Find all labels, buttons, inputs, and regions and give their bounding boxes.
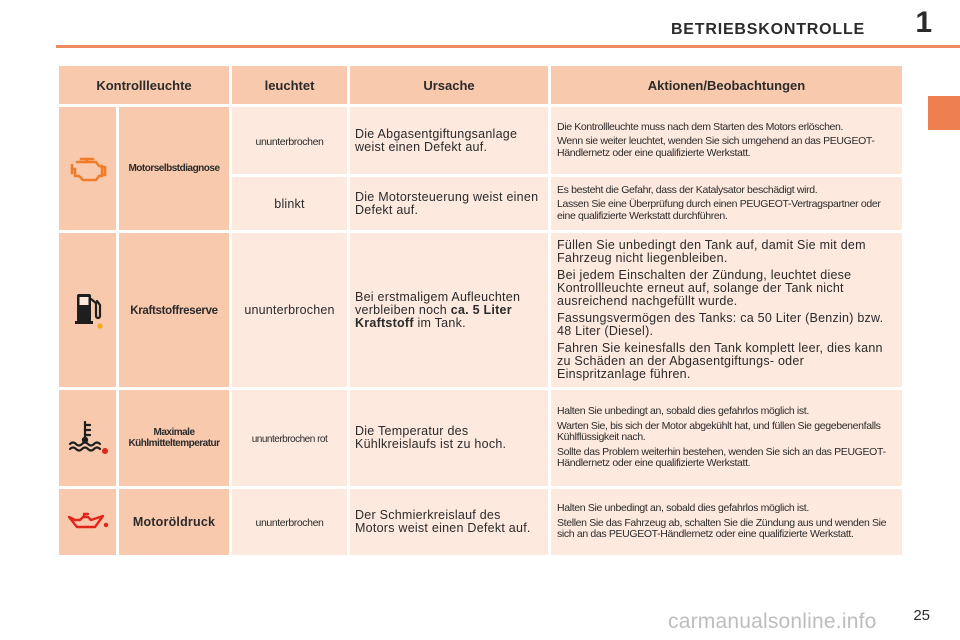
warning-lights-table <box>56 63 905 558</box>
cause-text-bold: ca. 5 Liter Kraftstoff <box>355 302 512 330</box>
actions-cell <box>551 390 902 486</box>
fuel-reserve-label: Kraftstoffreserve <box>130 305 218 317</box>
column-header-actions: Aktionen/Beobachtungen <box>551 66 902 104</box>
engine-warning-light-cell <box>59 107 116 230</box>
lit-state-cell <box>232 489 347 555</box>
lit-state-cell <box>232 233 347 387</box>
coolant-temperature-icon <box>66 420 110 456</box>
action-text: Warten Sie, bis sich der Motor abgekühlt hat, und füllen Sie gegebenenfalls Kühlflüssigkeit nach. <box>557 419 881 444</box>
action-text: Stellen Sie das Fahrzeug ab, schalten Sie die Zündung aus und wenden Sie sich an das PEUGEOT-Händlernetz oder eine qualifizierte Werkstatt. <box>557 516 887 541</box>
engine-diagnosis-label-cell <box>119 107 229 230</box>
engine-check-icon <box>68 154 108 184</box>
action-text: Halten Sie unbedingt an, sobald dies gefahrlos möglich ist. <box>557 405 809 418</box>
coolant-temperature-label-line1: Maximale <box>153 427 195 438</box>
action-text: Bei jedem Einschalten der Zündung, leuchtet diese Kontrollleuchte erneut auf, solange der Tank nicht ausreichend nachgefüllt wurde. <box>557 268 852 308</box>
page-number: 25 <box>913 607 930 624</box>
action-text: Sollte das Problem weiterhin bestehen, wenden Sie sich an das PEUGEOT-Händlernetz oder eine qualifizierte Werkstatt. <box>557 445 886 470</box>
cause-text: Der Schmierkreislauf des Motors weist einen Defekt auf. <box>355 508 531 535</box>
lit-state: ununterbrochen <box>244 303 335 317</box>
oil-pressure-warning-light-cell <box>59 489 116 555</box>
column-header-lit: leuchtet <box>232 66 347 104</box>
action-text: Es besteht die Gefahr, dass der Katalysator beschädigt wird. <box>557 183 818 196</box>
fuel-pump-icon <box>71 290 105 330</box>
table-row <box>59 107 902 174</box>
lit-state: ununterbrochen rot <box>251 434 328 445</box>
action-text: Die Kontrollleuchte muss nach dem Starten des Motors erlöschen. <box>557 120 844 133</box>
cause-cell <box>350 390 548 486</box>
header-divider <box>56 45 960 48</box>
actions-cell <box>551 177 902 230</box>
column-header-cause: Ursache <box>350 66 548 104</box>
actions-cell <box>551 233 902 387</box>
action-text: Lassen Sie eine Überprüfung durch einen PEUGEOT-Vertragspartner oder eine qualifizierte Werkstatt durchführen. <box>557 198 881 222</box>
table-row <box>59 233 902 387</box>
cause-text: Die Motorsteuerung weist einen Defekt auf. <box>355 189 539 217</box>
action-text: Halten Sie unbedingt an, sobald dies gefahrlos möglich ist. <box>557 502 809 515</box>
action-text: Fassungsvermögen des Tanks: ca 50 Liter (Benzin) bzw. 48 Liter (Diesel). <box>557 311 884 338</box>
cause-cell <box>350 489 548 555</box>
actions-cell <box>551 489 902 555</box>
cause-cell <box>350 233 548 387</box>
page-title: BETRIEBSKONTROLLE <box>670 21 865 38</box>
cause-cell <box>350 177 548 230</box>
column-header-warning-light: Kontrollleuchte <box>59 66 229 104</box>
cause-text: im Tank. <box>417 315 466 330</box>
action-text: Füllen Sie unbedingt den Tank auf, damit Sie mit dem Fahrzeug nicht liegenbleiben. <box>557 238 866 265</box>
cause-text: Bei erstmaligem Aufleuchten verbleiben noch <box>355 289 521 317</box>
oil-can-icon <box>66 509 110 535</box>
lit-state-cell <box>232 390 347 486</box>
actions-cell <box>551 107 902 174</box>
action-text: Wenn sie weiter leuchtet, wenden Sie sich umgehend an das PEUGEOT-Händlernetz oder eine qualifizierte Werkstatt. <box>557 135 875 159</box>
coolant-temperature-label-cell <box>119 390 229 486</box>
cause-text: Die Temperatur des Kühlkreislaufs ist zu hoch. <box>355 424 507 451</box>
chapter-tab[interactable] <box>928 96 960 130</box>
oil-pressure-label-cell <box>119 489 229 555</box>
lit-state: blinkt <box>274 196 305 211</box>
table-header-row <box>59 66 902 104</box>
fuel-warning-light-cell <box>59 233 116 387</box>
lit-state-cell <box>232 177 347 230</box>
lit-state: ununterbrochen <box>255 517 324 529</box>
cause-cell <box>350 107 548 174</box>
coolant-warning-light-cell <box>59 390 116 486</box>
action-text: Fahren Sie keinesfalls den Tank komplett leer, dies kann zu Schäden an der Abgasentgiftungs- oder Einspritzanlage führen. <box>557 341 883 381</box>
watermark[interactable]: carmanualsonline.info <box>668 610 877 633</box>
cause-text: Die Abgasentgiftungsanlage weist einen Defekt auf. <box>355 126 518 154</box>
coolant-temperature-label-line2: Kühlmitteltemperatur <box>128 438 220 449</box>
oil-pressure-label: Motoröldruck <box>132 515 216 529</box>
engine-diagnosis-label: Motorselbstdiagnose <box>128 163 220 174</box>
lit-state: ununterbrochen <box>255 135 324 148</box>
table-row <box>59 489 902 555</box>
lit-state-cell <box>232 107 347 174</box>
fuel-reserve-label-cell <box>119 233 229 387</box>
chapter-number: 1 <box>915 6 932 39</box>
table-row <box>59 390 902 486</box>
